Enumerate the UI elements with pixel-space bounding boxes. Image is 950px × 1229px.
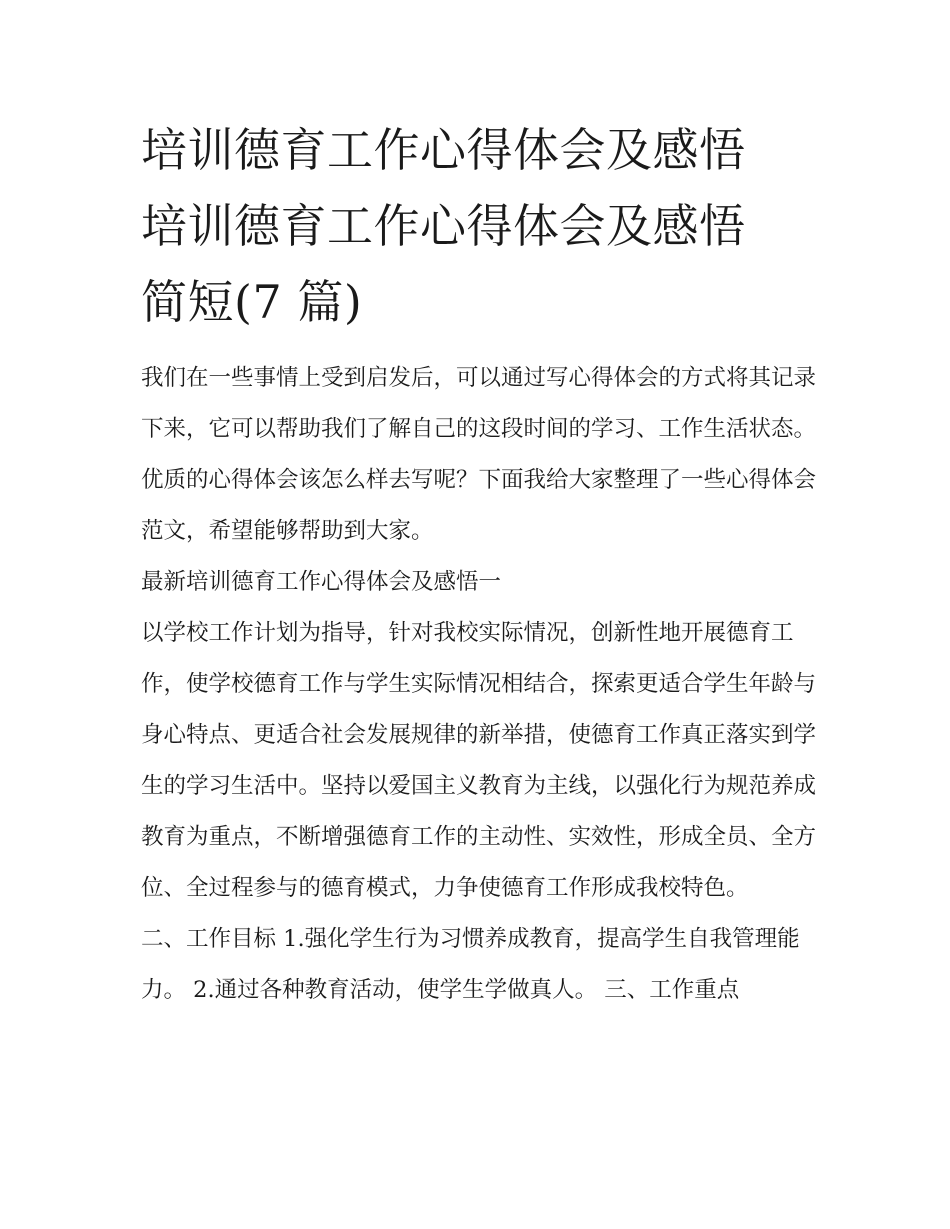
section-heading: 最新培训德育工作心得体会及感悟一 (141, 569, 502, 595)
intro-paragraph: 我们在一些事情上受到启发后，可以通过写心得体会的方式将其记录下来，它可以帮助我们了解自己的这段时间的学习、工作生活状态。优质的心得体会该怎么样去写呢？下面我给大家整理了一些心得体会范文，希望能够帮助到大家。 (141, 365, 817, 544)
body-paragraph-1: 以学校工作计划为指导，针对我校实际情况，创新性地开展德育工作，使学校德育工作与学生实际情况相结合，探索更适合学生年龄与身心特点、更适合社会发展规律的新举措，使德育工作真正落实到学生的学习生活中。坚持以爱国主义教育为主线，以强化行为规范养成教育为重点，不断增强德育工作的主动性、实效性，形成全员、全方位、全过程参与的德育模式，力争使德育工作形成我校特色。 (141, 620, 817, 901)
title-line-1: 培训德育工作心得体会及感悟 (141, 123, 746, 177)
body-paragraph-2: 二、工作目标 1.强化学生行为习惯养成教育，提高学生自我管理能力。 2.通过各种教育活动，使学生学做真人。 三、工作重点 (141, 926, 800, 1003)
title-line-2: 培训德育工作心得体会及感悟 (141, 199, 746, 253)
document-body (141, 353, 816, 1016)
title-line-3: 简短(7 篇) (141, 275, 363, 329)
document-page (141, 112, 816, 1016)
document-title (141, 112, 816, 340)
